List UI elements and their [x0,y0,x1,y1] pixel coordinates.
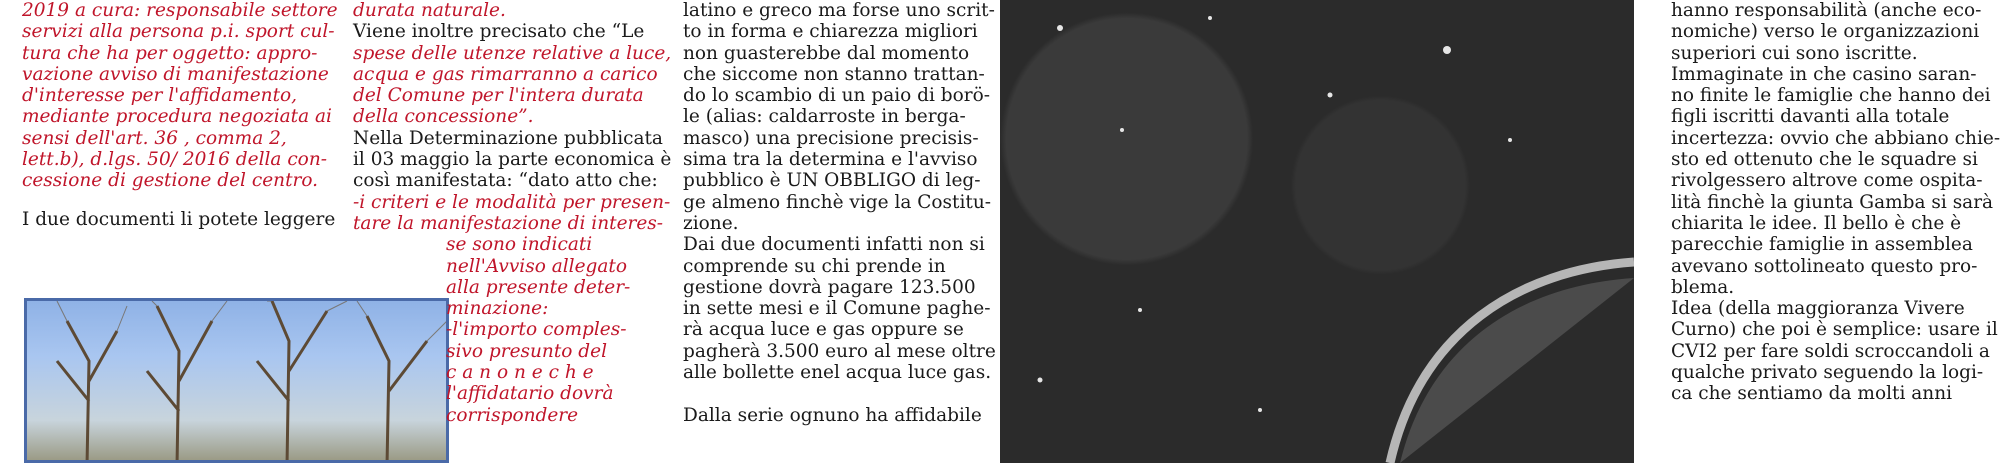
text-line: rà acqua luce e gas oppure se [683,319,964,341]
text-line: d'interesse per l'affidamento, [22,85,298,107]
text-line: non guasterebbe dal momento [683,42,970,64]
text-line: incertezza: ovvio che abbiano chie- [1671,127,2000,149]
text-line: sto ed ottenuto che le squadre si [1671,149,1978,171]
text-line: hanno responsabilità (anche eco- [1671,0,1982,21]
texture-illustration [1000,0,1634,463]
text-line: pagherà 3.500 euro al mese oltre [683,340,996,362]
text-line: del Comune per l'intera durata [353,85,644,107]
text-line: durata naturale. [353,0,506,21]
text-line: 2019 a cura: responsabile settore [22,0,338,21]
text-line: qualche privato seguendo la logi- [1671,362,1984,384]
text-line: corrispondere [446,404,579,426]
text-line: Viene inoltre precisato che “Le [353,21,645,43]
text-line: della concessione”. [353,106,534,128]
text-line: -i criteri e le modalità per presen- [353,191,671,213]
text-line: masco) una precisione precisis- [683,127,979,149]
text-line [683,383,993,404]
text-line: le (alias: caldarroste in berga- [683,106,966,128]
text-line: Curno) che poi è semplice: usare il [1671,319,1998,341]
text-line: Dalla serie ognuno ha affidabile [683,404,982,426]
article-column-3 [683,0,996,426]
text-line: gestione dovrà pagare 123.500 [683,276,976,298]
text-line: sensi dell'art. 36 , comma 2, [22,127,287,149]
text-line: Dai due documenti infatti non si [683,234,985,256]
text-line: comprende su chi prende in [683,255,946,277]
article-column-4 [1671,0,2000,405]
text-line: spese delle utenze relative a luce, [353,42,672,64]
text-line: minazione: [446,298,549,320]
text-line: parecchie famiglie in assemblea [1671,234,1973,256]
text-line: latino e greco ma forse uno scrit- [683,0,995,21]
text-line: alla presente deter- [446,276,631,298]
text-line: acqua e gas rimarranno a carico [353,63,658,85]
text-line: tura che ha per oggetto: appro- [22,42,318,64]
text-line: sima tra la determina e l'avviso [683,149,978,171]
text-line: cessione di gestione del centro. [22,170,319,192]
text-line: nomiche) verso le organizzazioni [1671,21,1980,43]
text-line: Idea (della maggioranza Vivere [1671,298,1965,320]
text-line: lett.b), d.lgs. 50/ 2016 della con- [22,149,327,171]
text-line: -l'importo comples- [446,319,627,341]
text-line: nell'Avviso allegato [446,255,627,277]
text-line: to in forma e chiarezza migliori [683,21,978,43]
text-line: se sono indicati [446,234,593,256]
text-line: no finite le famiglie che hanno dei [1671,85,1991,107]
text-line: l'affidatario dovrà [446,383,614,405]
text-line: così manifestata: “dato atto che: [353,170,658,192]
text-line: servizi alla persona p.i. sport cul- [22,21,335,43]
text-line: c a n o n e c h e [446,362,594,384]
article-column-1 [22,0,342,230]
text-line: tare la manifestazione di interes- [353,212,664,234]
text-line: chiarita le idee. Il bello è che è [1671,212,1962,234]
text-line: figli iscritti davanti alla totale [1671,106,1950,128]
text-line: sivo presunto del [446,340,607,362]
text-line: CVI2 per fare soldi scroccandoli a [1671,340,1990,362]
text-line: il 03 maggio la parte economica è [353,149,672,171]
text-line: zione. [683,212,739,234]
text-line: superiori cui sono iscritte. [1671,42,1918,64]
text-line: in sette mesi e il Comune paghe- [683,298,991,320]
text-line: Nella Determinazione pubblicata [353,127,663,149]
text-line: vazione avviso di manifestazione [22,63,329,85]
text-line: blema. [1671,276,1735,298]
stone-texture-photo [1000,0,1634,463]
text-line: ge almeno finchè vige la Costitu- [683,191,992,213]
text-line: Immaginate in che casino saran- [1671,63,1977,85]
text-line: ca che sentiamo da molti anni [1671,383,1953,405]
text-line: che siccome non stanno trattan- [683,63,985,85]
text-line: rivolgessero altrove come ospita- [1671,170,1983,192]
text-line: mediante procedura negoziata ai [22,106,332,128]
column-1-text-line: I due documenti li potete leggere [22,208,336,230]
text-line: alle bollette enel acqua luce gas. [683,362,992,384]
text-line: do lo scambio di un paio di borö- [683,85,991,107]
text-line: avevano sottolineato questo pro- [1671,255,1978,277]
text-line: lità finchè la giunta Gamba si sarà [1671,191,1994,213]
article-column-2 [353,0,672,426]
text-line: pubblico è UN OBBLIGO di leg- [683,170,981,192]
